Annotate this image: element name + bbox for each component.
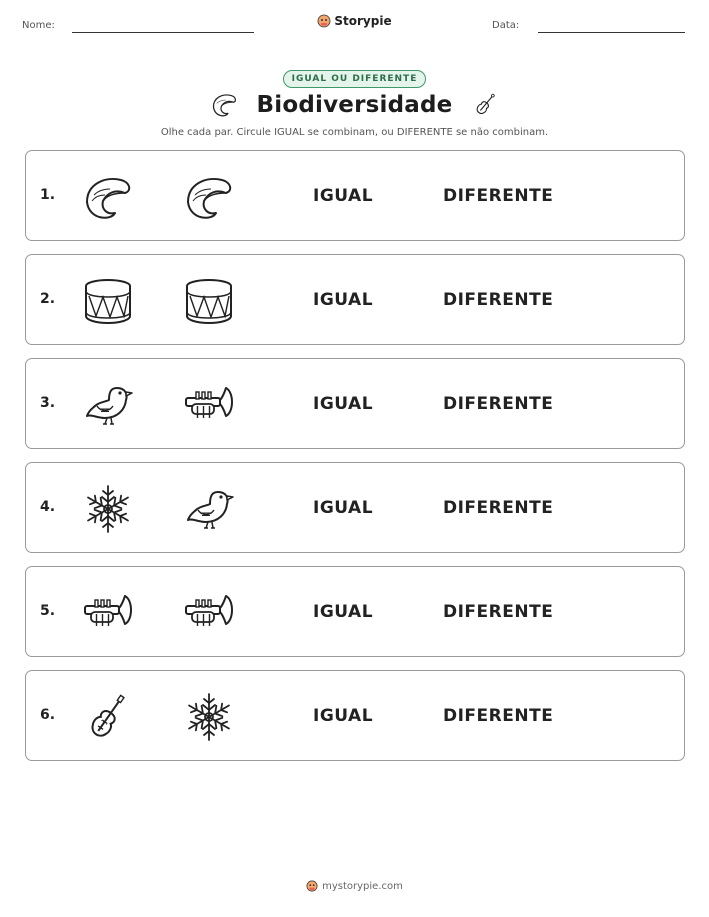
question-number: 1. [40,187,56,203]
snowflake-icon [182,690,236,744]
title-block [0,88,709,122]
option-diferente[interactable]: DIFERENTE [443,602,554,622]
toucan-beak-icon [81,170,135,224]
question-list [25,150,685,774]
date-label: Data: [492,20,520,31]
option-igual[interactable]: IGUAL [313,394,374,414]
brand-logo [0,13,709,32]
bird-icon [81,378,135,432]
violin-icon [81,690,135,744]
toucan-beak-icon [209,88,239,122]
question-number: 6. [40,707,56,723]
option-diferente[interactable]: DIFERENTE [443,706,554,726]
storypie-mascot-icon [306,880,318,892]
option-igual[interactable]: IGUAL [313,602,374,622]
question-row [25,462,685,553]
toucan-beak-icon [182,170,236,224]
question-number: 4. [40,499,56,515]
option-diferente[interactable]: DIFERENTE [443,394,554,414]
question-row [25,254,685,345]
name-line [72,32,254,33]
trumpet-icon [182,586,236,640]
option-igual[interactable]: IGUAL [313,186,374,206]
footer-url[interactable]: mystorypie.com [322,880,403,892]
bird-icon [182,482,236,536]
option-igual[interactable]: IGUAL [313,290,374,310]
snowflake-icon [81,482,135,536]
question-row [25,358,685,449]
drum-icon [81,274,135,328]
date-line [538,32,685,33]
option-diferente[interactable]: DIFERENTE [443,186,554,206]
storypie-mascot-icon [317,14,331,28]
option-diferente[interactable]: DIFERENTE [443,498,554,518]
question-row [25,670,685,761]
option-igual[interactable]: IGUAL [313,706,374,726]
worksheet-type-badge: IGUAL OU DIFERENTE [283,70,427,88]
trumpet-icon [81,586,135,640]
name-label: Nome: [22,20,55,31]
question-number: 3. [40,395,56,411]
brand-name: Storypie [334,14,392,28]
question-row [25,150,685,241]
question-number: 5. [40,603,56,619]
question-row [25,566,685,657]
trumpet-icon [182,378,236,432]
page-title: Biodiversidade [256,92,453,118]
footer [0,880,709,895]
option-igual[interactable]: IGUAL [313,498,374,518]
option-diferente[interactable]: DIFERENTE [443,290,554,310]
question-number: 2. [40,291,56,307]
violin-icon [470,88,500,122]
instructions: Olhe cada par. Circule IGUAL se combinam, ou DIFERENTE se não combinam. [160,127,549,138]
drum-icon [182,274,236,328]
